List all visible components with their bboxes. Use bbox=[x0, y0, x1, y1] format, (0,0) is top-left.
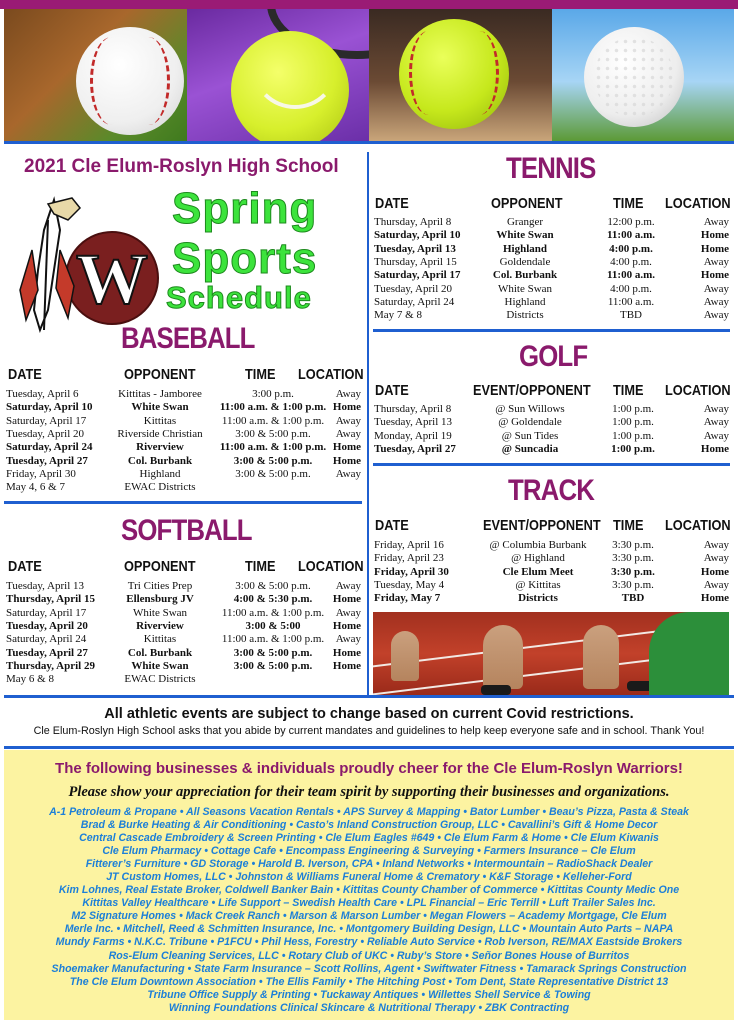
softball-cell-opponent: Riverview bbox=[136, 619, 184, 632]
tennis-cell-location: Away bbox=[703, 282, 729, 295]
sponsor-line: Shoemaker Manufacturing • State Farm Insurance – Scott Rollins, Agent • Swiftwater Fitness • Tamarack Springs Construction bbox=[51, 962, 687, 975]
baseball-photo-icon bbox=[4, 9, 187, 141]
golf-cell-location: Away bbox=[703, 403, 729, 415]
baseball-row bbox=[6, 388, 361, 401]
track-cell-time: 3:30 p.m. bbox=[611, 565, 655, 578]
tennis-row bbox=[374, 309, 729, 322]
tennis-header-opponent: OPPONENT bbox=[491, 195, 563, 212]
baseball-cell-location: Home bbox=[332, 401, 361, 414]
softball-header-opponent: OPPONENT bbox=[124, 558, 196, 575]
baseball-cell-opponent: White Swan bbox=[131, 401, 189, 414]
baseball-cell-opponent: EWAC Districts bbox=[124, 481, 196, 494]
tennis-cell-location: Home bbox=[700, 229, 729, 242]
sponsor-line: Cle Elum Pharmacy • Cottage Cafe • Encompass Engineering & Surveying • Farmers Insurance – Cle Elum bbox=[102, 845, 636, 858]
baseball-row bbox=[6, 401, 361, 414]
tennis-row bbox=[374, 296, 729, 309]
baseball-cell-time: 3:00 & 5:00 p.m. bbox=[233, 454, 313, 467]
track-cell-location: Away bbox=[703, 552, 729, 565]
golf-cell-location: Away bbox=[703, 416, 729, 429]
tennis-cell-opponent: Granger bbox=[506, 216, 544, 228]
divider-schedule-bottom bbox=[4, 695, 734, 698]
baseball-row bbox=[6, 428, 361, 441]
sponsor-line: A-1 Petroleum & Propane • All Seasons Vacation Rentals • APS Survey & Mapping • Bator Lumber • Beau’s Pizza, Pasta & Steak bbox=[49, 806, 689, 818]
softball-cell-location: Away bbox=[335, 633, 361, 646]
baseball-cell-opponent: Kittitas - Jamboree bbox=[118, 388, 202, 400]
track-header-time: TIME bbox=[613, 517, 644, 534]
baseball-row bbox=[6, 441, 361, 454]
tennis-cell-location: Away bbox=[703, 295, 729, 308]
tennis-cell-opponent: Districts bbox=[506, 309, 544, 322]
sponsor-line: Central Cascade Embroidery & Screen Printing • Cle Elum Eagles #649 • Cle Elum Farm & Home • Cle Elum Kiwanis bbox=[79, 832, 659, 845]
divider-top bbox=[4, 141, 734, 144]
golf-cell-date: Tuesday, April 13 bbox=[374, 416, 453, 429]
baseball-cell-location: Away bbox=[335, 427, 361, 440]
tennis-cell-date: Saturday, April 17 bbox=[374, 269, 461, 282]
softball-cell-date: Tuesday, April 13 bbox=[6, 580, 85, 592]
softball-cell-date: Tuesday, April 27 bbox=[6, 646, 88, 659]
track-cell-date: Tuesday, May 4 bbox=[374, 578, 445, 591]
softball-cell-date: Tuesday, April 20 bbox=[6, 619, 88, 632]
softball-cell-time: 3:00 & 5:00 p.m. bbox=[235, 580, 311, 592]
sponsor-line: Tribune Office Supply & Printing • Tuckaway Antiques • Willettes Shell Service & Towing bbox=[147, 988, 591, 1001]
golf-cell-opponent: @ Goldendale bbox=[498, 416, 562, 429]
baseball-cell-opponent: Riverside Christian bbox=[117, 427, 203, 440]
baseball-header-location: LOCATION bbox=[298, 366, 364, 383]
baseball-cell-opponent: Col. Burbank bbox=[127, 454, 193, 467]
baseball-cell-location: Home bbox=[332, 441, 361, 454]
track-row bbox=[374, 552, 729, 565]
softball-cell-location: Home bbox=[332, 646, 361, 659]
track-cell-opponent: Cle Elum Meet bbox=[502, 565, 574, 578]
baseball-row bbox=[6, 455, 361, 468]
baseball-cell-opponent: Highland bbox=[139, 467, 181, 480]
track-cell-date: Friday, May 7 bbox=[374, 592, 441, 605]
runner-hand bbox=[391, 631, 419, 681]
baseball-cell-time: 11:00 a.m. & 1:00 p.m. bbox=[221, 414, 325, 427]
tennis-cell-time: 11:00 a.m. bbox=[607, 269, 655, 282]
golf-row bbox=[374, 443, 729, 456]
softball-cell-location: Away bbox=[335, 580, 361, 592]
softball-cell-date: Saturday, April 24 bbox=[6, 633, 87, 646]
tennis-cell-opponent: Highland bbox=[502, 242, 548, 255]
sponsor-line: The Cle Elum Downtown Association • The Ellis Family • The Hitching Post • Tom Dent, State Representative District 13 bbox=[69, 975, 669, 988]
track-cell-opponent: @ Kittitas bbox=[515, 578, 561, 591]
golf-cell-location: Away bbox=[703, 429, 729, 442]
tennis-cell-date: Saturday, April 10 bbox=[374, 229, 461, 242]
golf-header-date: DATE bbox=[375, 382, 409, 399]
softball-row bbox=[6, 580, 361, 593]
baseball-cell-date: Tuesday, April 27 bbox=[6, 454, 88, 467]
top-accent-bar bbox=[0, 0, 738, 9]
baseball-cell-time: 3:00 & 5:00 p.m. bbox=[235, 467, 311, 480]
golf-cell-date: Tuesday, April 27 bbox=[374, 442, 456, 455]
softball-cell-date: Saturday, April 17 bbox=[6, 606, 87, 619]
school-title: 2021 Cle Elum-Roslyn High School bbox=[24, 156, 339, 177]
softball-cell-opponent: EWAC Districts bbox=[124, 673, 196, 686]
tennis-cell-time: TBD bbox=[620, 309, 642, 322]
golf-header-event: EVENT/OPPONENT bbox=[473, 382, 591, 399]
baseball-cell-date: Saturday, April 10 bbox=[6, 401, 93, 414]
track-cell-location: Home bbox=[700, 592, 729, 605]
softball-cell-time: 11:00 a.m. & 1:00 p.m. bbox=[221, 633, 325, 646]
mandates-notice: Cle Elum-Roslyn High School asks that you abide by current mandates and guidelines to help keep everyone safe and in school. Thank You! bbox=[33, 725, 705, 737]
track-cell-date: Friday, April 23 bbox=[374, 552, 444, 565]
divider-baseball-softball bbox=[4, 501, 362, 504]
tennis-cell-date: Thursday, April 8 bbox=[374, 216, 452, 228]
golf-header-location: LOCATION bbox=[665, 382, 731, 399]
tennis-cell-time: 11:00 a.m. bbox=[607, 295, 655, 308]
tennis-title: TENNIS bbox=[506, 152, 596, 185]
sponsors-heading: The following businesses & individuals proudly cheer for the Cle Elum-Roslyn Warriors! bbox=[55, 760, 683, 777]
golf-cell-opponent: @ Suncadia bbox=[501, 442, 559, 455]
baseball-cell-location: Away bbox=[335, 467, 361, 480]
golf-cell-opponent: @ Sun Tides bbox=[501, 429, 559, 442]
softball-row bbox=[6, 673, 361, 686]
track-cell-opponent: Districts bbox=[518, 592, 558, 605]
softball-cell-opponent: Tri Cities Prep bbox=[127, 580, 193, 592]
runner-leg bbox=[583, 625, 619, 689]
divider-golf-track bbox=[373, 463, 730, 466]
baseball-row bbox=[6, 468, 361, 481]
sponsor-line: Brad & Burke Heating & Air Conditioning • Casto’s Inland Construction Group, LLC • Cavallini’s Gift & Home Decor bbox=[80, 819, 658, 832]
golf-row bbox=[374, 430, 729, 443]
tennis-cell-time: 4:00 p.m. bbox=[609, 242, 653, 255]
tennis-row bbox=[374, 256, 729, 269]
softball-header-time: TIME bbox=[245, 558, 276, 575]
tennis-cell-time: 11:00 a.m. bbox=[607, 229, 655, 242]
track-header-date: DATE bbox=[375, 517, 409, 534]
tennis-cell-date: Tuesday, April 20 bbox=[374, 282, 453, 295]
baseball-cell-time: 3:00 p.m. bbox=[252, 388, 294, 400]
tennis-header-date: DATE bbox=[375, 195, 409, 212]
baseball-row bbox=[6, 415, 361, 428]
softball-cell-date: Thursday, April 29 bbox=[6, 659, 95, 672]
softball-cell-date: Thursday, April 15 bbox=[6, 593, 95, 606]
title-schedule: Schedule bbox=[166, 280, 312, 315]
golf-header-time: TIME bbox=[613, 382, 644, 399]
golf-ball-icon bbox=[584, 27, 684, 127]
tennis-cell-opponent: White Swan bbox=[497, 282, 553, 295]
tennis-cell-time: 4:00 p.m. bbox=[610, 282, 652, 295]
tennis-row bbox=[374, 283, 729, 296]
golf-cell-opponent: @ Sun Willows bbox=[495, 403, 565, 415]
track-title: TRACK bbox=[508, 474, 594, 507]
golf-cell-time: 1:00 p.m. bbox=[612, 429, 654, 442]
tennis-cell-location: Away bbox=[703, 309, 729, 322]
baseball-row bbox=[6, 481, 361, 494]
softball-row bbox=[6, 607, 361, 620]
softball-header-date: DATE bbox=[8, 558, 42, 575]
tennis-cell-date: May 7 & 8 bbox=[374, 309, 422, 322]
softball-cell-date: May 6 & 8 bbox=[6, 673, 54, 686]
tennis-cell-date: Tuesday, April 13 bbox=[374, 242, 456, 255]
track-cell-location: Home bbox=[700, 565, 729, 578]
baseball-cell-date: Friday, April 30 bbox=[6, 467, 76, 480]
runner-leg bbox=[483, 625, 523, 689]
softball-cell-time: 11:00 a.m. & 1:00 p.m. bbox=[221, 606, 325, 619]
runner-shoe bbox=[481, 685, 511, 695]
golf-row bbox=[374, 416, 729, 429]
track-row bbox=[374, 579, 729, 592]
softball-cell-opponent: Col. Burbank bbox=[127, 646, 193, 659]
baseball-header-opponent: OPPONENT bbox=[124, 366, 196, 383]
track-start-photo-icon bbox=[373, 612, 729, 695]
softball-row bbox=[6, 647, 361, 660]
softball-cell-location: Home bbox=[332, 593, 361, 606]
divider-vertical bbox=[367, 152, 369, 697]
softball-photo-icon bbox=[369, 9, 552, 141]
track-cell-opponent: @ Highland bbox=[511, 552, 565, 565]
track-cell-time: 3:30 p.m. bbox=[612, 578, 654, 591]
track-header-event: EVENT/OPPONENT bbox=[483, 517, 601, 534]
sponsor-line: Ros-Elum Cleaning Services, LLC • Rotary Club of UKC • Ruby’s Store • Señor Bones House of Burritos bbox=[108, 949, 630, 962]
tennis-cell-location: Away bbox=[703, 216, 729, 228]
track-row bbox=[374, 539, 729, 552]
track-cell-location: Away bbox=[703, 578, 729, 591]
tennis-cell-location: Away bbox=[703, 255, 729, 268]
tennis-row bbox=[374, 229, 729, 242]
track-header-location: LOCATION bbox=[665, 517, 731, 534]
tennis-row bbox=[374, 216, 729, 229]
track-row bbox=[374, 566, 729, 579]
baseball-title: BASEBALL bbox=[121, 322, 255, 355]
tennis-cell-opponent: Goldendale bbox=[499, 255, 551, 268]
tennis-cell-location: Home bbox=[700, 269, 729, 282]
sponsors-panel bbox=[4, 750, 734, 1020]
softball-cell-location: Away bbox=[335, 606, 361, 619]
tennis-header-location: LOCATION bbox=[665, 195, 731, 212]
golf-cell-date: Monday, April 19 bbox=[374, 429, 452, 442]
baseball-cell-date: Tuesday, April 20 bbox=[6, 427, 85, 440]
sponsors-subheading: Please show your appreciation for their team spirit by supporting their businesses and organizations. bbox=[68, 784, 670, 800]
golf-cell-time: 1:00 p.m. bbox=[612, 403, 654, 415]
sponsor-line: Kittitas Valley Healthcare • Life Support – Swedish Health Care • LPL Financial – Eric Terrill • Luft Trailer Sales Inc. bbox=[82, 897, 656, 910]
golf-cell-date: Thursday, April 8 bbox=[374, 403, 452, 415]
baseball-header-date: DATE bbox=[8, 366, 42, 383]
baseball-cell-time: 11:00 a.m. & 1:00 p.m. bbox=[219, 441, 327, 454]
softball-cell-time: 4:00 & 5:30 p.m. bbox=[233, 593, 313, 606]
track-cell-date: Friday, April 30 bbox=[374, 565, 449, 578]
softball-cell-location: Home bbox=[332, 659, 361, 672]
sports-photo-strip bbox=[4, 9, 734, 141]
softball-cell-opponent: White Swan bbox=[131, 659, 189, 672]
baseball-cell-time: 11:00 a.m. & 1:00 p.m. bbox=[219, 401, 327, 414]
tennis-ball-icon bbox=[231, 31, 349, 141]
baseball-cell-location: Away bbox=[335, 388, 361, 400]
golf-cell-time: 1:00 p.m. bbox=[612, 416, 654, 429]
baseball-cell-opponent: Kittitas bbox=[143, 414, 177, 427]
softball-cell-opponent: White Swan bbox=[132, 606, 188, 619]
sponsor-line: M2 Signature Homes • Mack Creek Ranch • Marson & Marson Lumber • Megan Flowers – Academy Mortgage, Cle Elum bbox=[71, 910, 667, 923]
track-cell-time: 3:30 p.m. bbox=[612, 552, 654, 565]
track-cell-time: 3:30 p.m. bbox=[612, 539, 654, 551]
softball-title: SOFTBALL bbox=[121, 514, 252, 547]
softball-cell-opponent: Ellensburg JV bbox=[126, 593, 194, 606]
tennis-cell-date: Thursday, April 15 bbox=[374, 255, 457, 268]
covid-notice: All athletic events are subject to change based on current Covid restrictions. bbox=[104, 706, 634, 722]
golf-cell-time: 1:00 p.m. bbox=[611, 442, 655, 455]
baseball-cell-opponent: Riverview bbox=[136, 441, 184, 454]
baseball-cell-date: Saturday, April 17 bbox=[6, 414, 87, 427]
golf-title: GOLF bbox=[519, 340, 588, 373]
softball-header-location: LOCATION bbox=[298, 558, 364, 575]
track-cell-time: TBD bbox=[621, 592, 645, 605]
divider-tennis-golf bbox=[373, 329, 730, 332]
sponsor-line: JT Custom Homes, LLC • Johnston & Williams Funeral Home & Crematory • K&F Storage • Kelleher-Ford bbox=[106, 871, 632, 884]
tennis-cell-opponent: Highland bbox=[504, 295, 546, 308]
tennis-cell-opponent: Col. Burbank bbox=[492, 269, 558, 282]
tennis-cell-time: 12:00 p.m. bbox=[607, 216, 655, 228]
baseball-cell-time: 3:00 & 5:00 p.m. bbox=[235, 427, 311, 440]
title-spring: Spring bbox=[172, 184, 318, 233]
softball-cell-location: Home bbox=[332, 619, 361, 632]
tennis-cell-date: Saturday, April 24 bbox=[374, 295, 455, 308]
sponsor-line: Winning Foundations Clinical Skincare & Nutritional Therapy • ZBK Contracting bbox=[168, 1001, 570, 1014]
tennis-row bbox=[374, 243, 729, 256]
warriors-w-logo-icon bbox=[14, 190, 164, 340]
sponsor-line: Mundy Farms • N.K.C. Tribune • P1FCU • Phil Hess, Forestry • Reliable Auto Service • Rob Iverson, RE/MAX Eastside Brokers bbox=[55, 936, 683, 949]
tennis-photo-icon bbox=[187, 9, 370, 141]
baseball-cell-date: May 4, 6 & 7 bbox=[6, 481, 65, 494]
baseball-cell-date: Saturday, April 24 bbox=[6, 441, 93, 454]
baseball-header-time: TIME bbox=[245, 366, 276, 383]
softball-row bbox=[6, 660, 361, 673]
softball-cell-opponent: Kittitas bbox=[143, 633, 177, 646]
softball-cell-time: 3:00 & 5:00 p.m. bbox=[233, 646, 313, 659]
track-row bbox=[374, 592, 729, 605]
tennis-cell-location: Home bbox=[700, 242, 729, 255]
title-sports: Sports bbox=[172, 234, 318, 283]
tennis-header-time: TIME bbox=[613, 195, 644, 212]
svg-text:W: W bbox=[76, 239, 148, 319]
softball-icon bbox=[399, 19, 509, 129]
track-cell-opponent: @ Columbia Burbank bbox=[489, 539, 587, 551]
baseball-cell-location: Home bbox=[332, 454, 361, 467]
softball-row bbox=[6, 593, 361, 606]
softball-row bbox=[6, 620, 361, 633]
tennis-cell-time: 4:00 p.m. bbox=[610, 255, 652, 268]
softball-row bbox=[6, 633, 361, 646]
golf-row bbox=[374, 403, 729, 416]
baseball-cell-location: Away bbox=[335, 414, 361, 427]
sponsor-line: Kim Lohnes, Real Estate Broker, Coldwell Banker Bain • Kittitas County Chamber of Commerce • Kittitas County Medic One bbox=[58, 884, 680, 897]
baseball-icon bbox=[76, 27, 184, 135]
tennis-cell-opponent: White Swan bbox=[496, 229, 554, 242]
sponsor-line: Fitterer’s Furniture • GD Storage • Harold B. Iverson, CPA • Inland Networks • Intermountain – RadioShack Dealer bbox=[85, 858, 653, 871]
runner-green-jersey bbox=[649, 612, 729, 695]
divider-notice-bottom bbox=[4, 746, 734, 749]
tennis-row bbox=[374, 269, 729, 282]
sponsor-line: Merle Inc. • Mitchell, Reed & Schmitten Insurance, Inc. • Montgomery Building Design, LLC • Mountain Auto Parts – NAPA bbox=[64, 923, 674, 936]
golf-cell-location: Home bbox=[700, 442, 729, 455]
golf-photo-icon bbox=[552, 9, 735, 141]
track-cell-location: Away bbox=[703, 539, 729, 551]
baseball-cell-date: Tuesday, April 6 bbox=[6, 388, 79, 400]
softball-cell-time: 3:00 & 5:00 bbox=[245, 619, 301, 632]
track-cell-date: Friday, April 16 bbox=[374, 539, 444, 551]
sponsors-list bbox=[4, 806, 734, 1015]
softball-cell-time: 3:00 & 5:00 p.m. bbox=[233, 659, 313, 672]
